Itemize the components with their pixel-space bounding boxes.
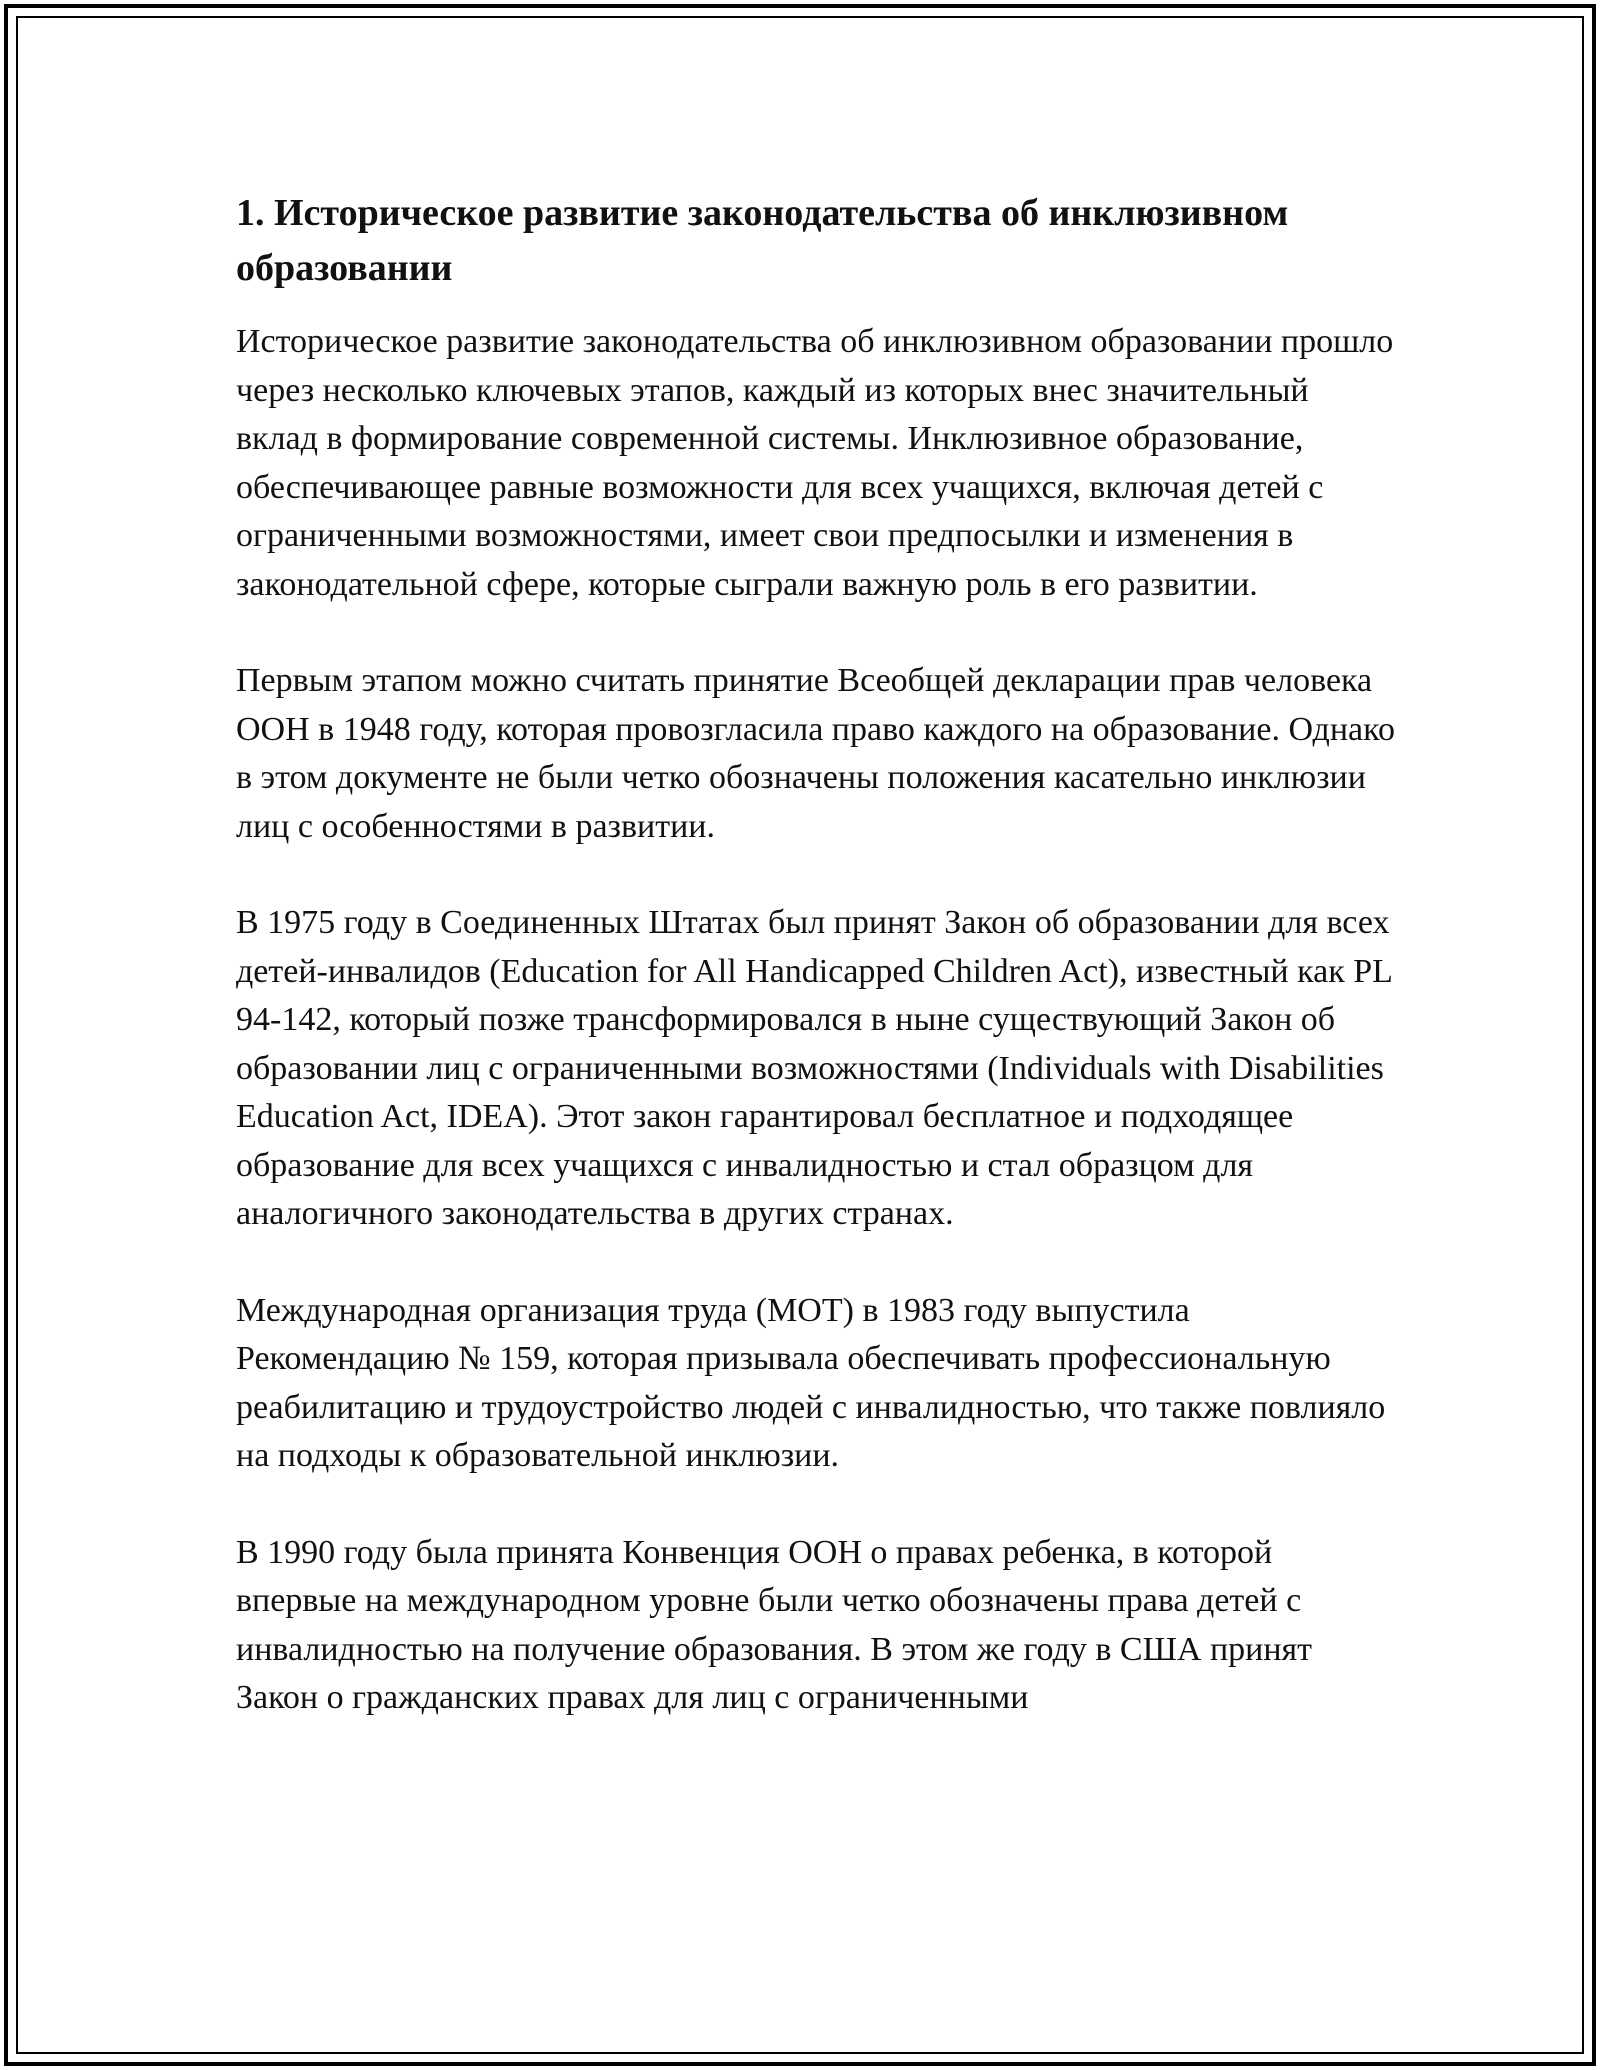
paragraph-intro: Историческое развитие законодательства об инклюзивном образовании прошло через несколько ключевых этапов, каждый из которых внес значительный вклад в формирование современной системы. Инклюзивное образование, обеспечивающее равные возможности для всех учащихся, включая детей с ограниченными возможностями, имеет свои предпосылки и изменения в законодательной сфере, которые сыграли важную роль в его развитии. — [236, 323, 1394, 603]
document-body — [236, 186, 1396, 1771]
paragraph-1975-act: В 1975 году в Соединенных Штатах был принят Закон об образовании для всех детей-инвалидов (Education for All Handicapped Children Act), известный как PL 94-142, который позже трансформировался в ныне существующий Закон об образовании лиц с ограниченными возможностями (Individuals with Disabilities Education Act, IDEA). Этот закон гарантировал бесплатное и подходящее образование для всех учащихся с инвалидностью и стал образцом для аналогичного законодательства в других странах. — [236, 904, 1392, 1232]
paragraph-1983-ilo: Международная организация труда (МОТ) в 1983 году выпустила Рекомендацию № 159, которая призывала обеспечивать профессиональную реабилитацию и трудоустройство людей с инвалидностью, что также повлияло на подходы к образовательной инклюзии. — [236, 1291, 1386, 1474]
paragraph-1990-convention: В 1990 году была принята Конвенция ООН о правах ребенка, в которой впервые на международном уровне были четко обозначены права детей с инвалидностью на получение образования. В этом же году в США принят Закон о гражданских правах для лиц с ограниченными — [236, 1533, 1313, 1716]
paragraph-1948-declaration: Первым этапом можно считать принятие Всеобщей декларации прав человека ООН в 1948 году, которая провозгласила право каждого на образование. Однако в этом документе не были четко обозначены положения касательно инклюзии лиц с особенностями в развитии. — [236, 662, 1395, 845]
section-heading: 1. Историческое развитие законодательства об инклюзивном образовании — [236, 192, 1289, 289]
